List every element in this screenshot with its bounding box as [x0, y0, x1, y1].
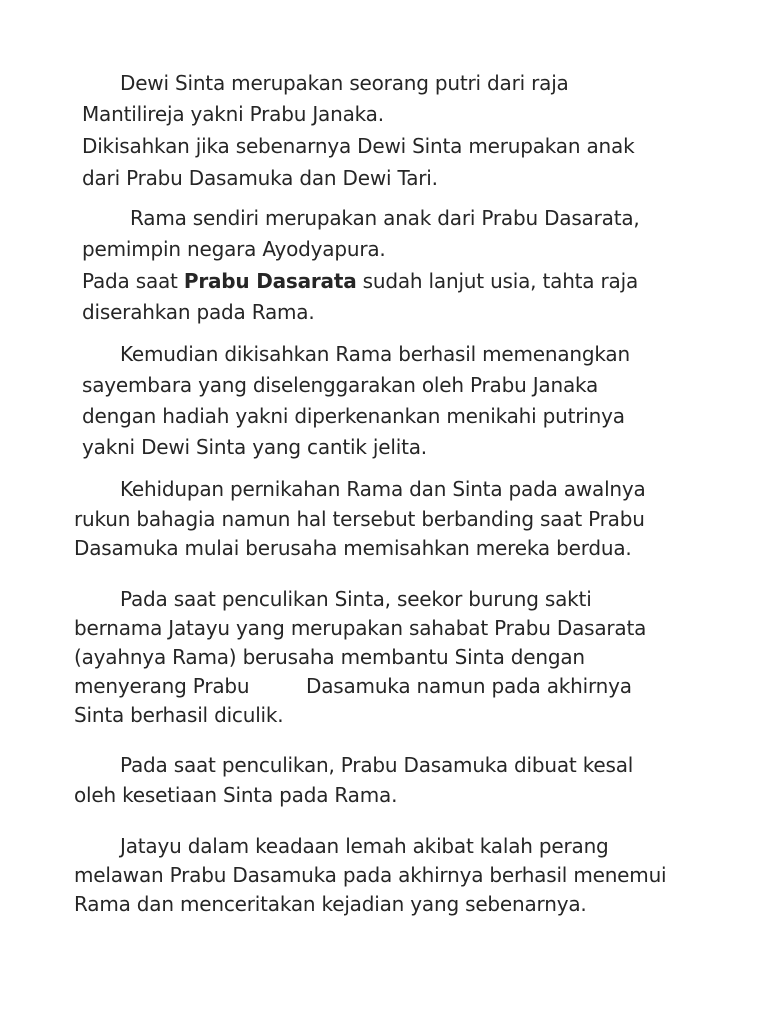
text-line-with-bold [82, 267, 638, 295]
text-line: Kehidupan pernikahan Rama dan Sinta pada awalnya [120, 477, 646, 501]
text-line: Pada saat penculikan Sinta, seekor burung sakti [120, 587, 592, 611]
text-line: Kemudian dikisahkan Rama berhasil memenangkan [120, 342, 630, 366]
text-line: sayembara yang diselenggarakan oleh Prabu Janaka [82, 373, 599, 397]
text-line: melawan Prabu Dasamuka pada akhirnya berhasil menemui [74, 863, 667, 887]
text-line: yakni Dewi Sinta yang cantik jelita. [82, 435, 427, 459]
text-line: Pada saat penculikan, Prabu Dasamuka dibuat kesal [120, 753, 634, 777]
text-line: rukun bahagia namun hal tersebut berbanding saat Prabu [74, 507, 645, 531]
text-line: Rama sendiri merupakan anak dari Prabu Dasarata, [130, 206, 640, 230]
text-line: diserahkan pada Rama. [82, 300, 315, 324]
text-line: Jatayu dalam keadaan lemah akibat kalah perang [120, 834, 609, 858]
text-line: Dewi Sinta merupakan seorang putri dari raja [120, 71, 569, 95]
text-line: Dasamuka namun pada akhirnya [306, 674, 632, 698]
bold-name: Prabu Dasarata [183, 269, 357, 293]
text-line: Dasamuka mulai berusaha memisahkan mereka berdua. [74, 536, 632, 560]
text-line: Dikisahkan jika sebenarnya Dewi Sinta merupakan anak [82, 134, 635, 158]
text-line: Mantilireja yakni Prabu Janaka. [82, 102, 384, 126]
text-line: bernama Jatayu yang merupakan sahabat Prabu Dasarata [74, 616, 647, 640]
text-line: dengan hadiah yakni diperkenankan menikahi putrinya [82, 404, 625, 428]
text-line: oleh kesetiaan Sinta pada Rama. [74, 783, 398, 807]
text-line: menyerang Prabu [74, 674, 250, 698]
text-run: sudah lanjut usia, tahta raja [356, 269, 639, 293]
text-line: Rama dan menceritakan kejadian yang sebenarnya. [74, 892, 587, 916]
text-run: Pada saat [82, 269, 184, 293]
text-line: Sinta berhasil diculik. [74, 703, 284, 727]
text-line: (ayahnya Rama) berusaha membantu Sinta dengan [74, 645, 585, 669]
text-line: pemimpin negara Ayodyapura. [82, 237, 386, 261]
text-line: dari Prabu Dasamuka dan Dewi Tari. [82, 166, 438, 190]
